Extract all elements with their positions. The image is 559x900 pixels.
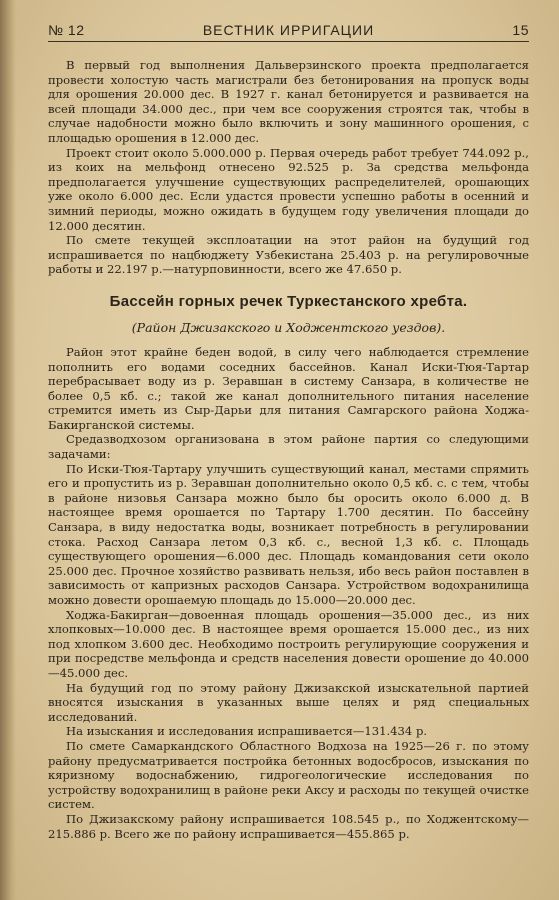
paragraph: Район этот крайне беден водой, в силу чего наблюдается стремление пополнить его водами соседних бассейнов. Канал Иски-Тюя-Тартар перебрасывает воду из р. Зеравшан в систему Санзара, в количестве не более 0,5 кб. с.; такой же канал дополнительного питания население стремится иметь из Сыр-Дарьи для питания Самгарского района Ходжа-Бакирганской системы. <box>48 344 529 432</box>
section-subheading: (Район Джизакского и Ходжентского уездов). <box>131 319 446 335</box>
running-header <box>48 22 529 42</box>
paragraph: На изыскания и исследования испрашивается—131.434 р. <box>66 724 428 739</box>
paragraph: Проект стоит около 5.000.000 р. Первая очередь работ требует 744.092 р., из коих на мельфонд отнесено 92.525 р. За средства мельфонда предполагается улучшение существующих распределителей, орошающих уже около 6.000 дес. Если удастся провести успешно работы в осенний и зимний периоды, можно ожидать в будущем году увеличения площади до 12.000 десятин. <box>48 145 529 233</box>
paragraph: По смете Самаркандского Областного Водхоза на 1925—26 г. по этому району предусматривается постройка бетонных водосбросов, изыскания по кяризному водоснабжению, гидрогеологические исследования по устройству водохранилищ в районе реки Аксу и расходы по текущей очистке систем. <box>48 738 529 812</box>
page-number: 15 <box>512 22 529 38</box>
paragraph: По смете текущей эксплоатации на этот район на будущий год испрашивается по нацбюджету Узбекистана 25.403 р. на регулировочные работы и 22.197 р.—натурповинности, всего же 47.650 р. <box>48 233 529 277</box>
section-heading: Бассейн горных речек Туркестанского хребта. <box>109 292 468 310</box>
paragraph: По Иски-Тюя-Тартару улучшить существующий канал, местами спрямить его и пропустить из р. Зеравшан дополнительно около 0,5 кб. с. с тем, чтобы в районе низовья Санзара можно было бы оросить около 6.000 д. В настоящее время орошается по Тартару 1.700 десятин. По бассейну Санзара, в виду недостатка воды, возникает потребность в регулировании стока. Расход Санзара летом 0,3 кб. с., весной 1,3 кб. с. Площадь существующего орошения—6.000 дес. Площадь командования сети около 25.000 дес. Прочное хозяйство развивать нельзя, ибо весь район поставлен в зависимость от капризных расходов Санзара. Устройством водохранилища можно довести орошаемую площадь до 15.000—20.000 дес. <box>48 461 529 607</box>
paragraph: Средазводхозом организована в этом районе партия со следующими задачами: <box>48 432 529 462</box>
paragraph: На будущий год по этому району Джизакской изыскательной партией вносятся изыскания в указанных выше целях и ряд специальных исследований. <box>48 680 529 724</box>
issue-number: № 12 <box>48 22 85 38</box>
paragraph: Ходжа-Бакирган—довоенная площадь орошения—35.000 дес., из них хлопковых—10.000 дес. В настоящее время орошается 15.000 дес., из них под хлопком 3.600 дес. Необходимо построить регулирующие сооружения и при посредстве мельфонда и средств населения довести орошение до 40.000—45.000 дес. <box>48 607 529 680</box>
page-spine-shadow <box>0 0 16 900</box>
paragraph: В первый год выполнения Дальверзинского проекта предполагается провести холостую часть магистрали без бетонирования на пропуск воды для орошения 20.000 дес. В 1927 г. канал бетонируется и развивается на всей площади 34.000 дес., при чем все сооружения строятся так, чтобы в случае надобности можно было включить и зону машинного орошения, с площадью орошения в 12.000 дес. <box>48 58 529 145</box>
paragraph: По Джизакскому району испрашивается 108.545 р., по Ходжентскому—215.886 р. Всего же по району испрашивается—455.865 р. <box>48 811 529 841</box>
journal-title: ВЕСТНИК ИРРИГАЦИИ <box>202 22 375 38</box>
